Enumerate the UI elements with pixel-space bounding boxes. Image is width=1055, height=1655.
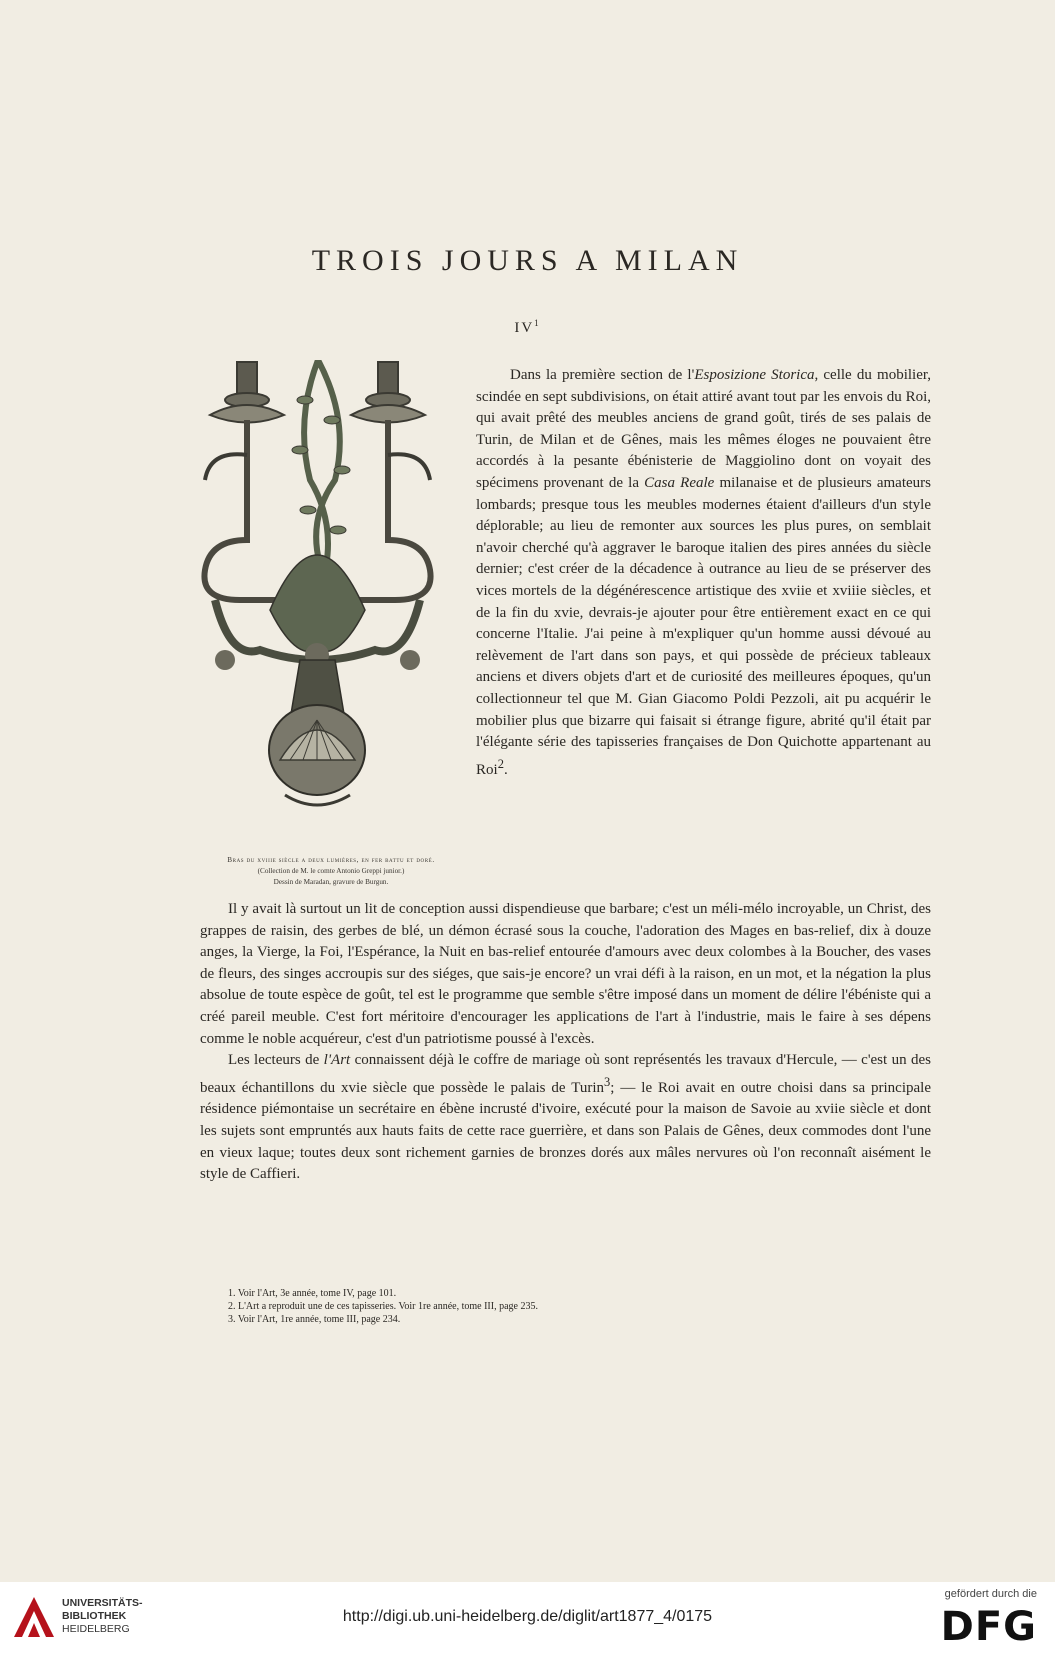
- funder-label: gefördert durch die: [944, 1588, 1037, 1600]
- footnotes: [228, 1287, 728, 1326]
- library-line-2: BIBLIOTHEK: [62, 1610, 127, 1622]
- figure-caption: [196, 855, 466, 888]
- caption-line-2: (Collection de M. le comte Antonio Greppi junior.): [257, 867, 405, 875]
- footnote-3: 3. Voir l'Art, 1re année, tome III, page 234.: [228, 1314, 401, 1325]
- body-column: [476, 365, 931, 781]
- para3-text-c: ; — le Roi avait en outre choisi dans sa principale résidence piémontaise un secrétaire en ébène incrusté d'ivoire, exécuté pour la maison de Savoie au xviie siècle et dont les sujets sont empruntés aux hauts faits de cette race guerrière, et dans son Palais de Gênes, deux commodes dont l'une en vieux laque; toutes deux sont richement garnies de bronzes dorés aux mâles nervures où l'on reconnaît aisément le style de Caffieri.: [200, 1079, 931, 1183]
- library-line-1: UNIVERSITÄTS-: [62, 1597, 143, 1609]
- permalink-url[interactable]: http://digi.ub.uni-heidelberg.de/diglit/art1877_4/0175: [342, 1608, 713, 1625]
- body-full-width: [200, 899, 931, 1186]
- caption-line-3: Dessin de Maradan, gravure de Burgun.: [273, 878, 389, 886]
- para1-italic-2: Casa Reale: [644, 474, 715, 491]
- caption-line-1: Bras du xviiie siècle a deux lumières, en fer battu et doré.: [227, 856, 435, 864]
- sconce-illustration: [200, 360, 455, 845]
- section-label: IV: [514, 320, 535, 336]
- paragraph-2: Il y avait là surtout un lit de conception aussi dispendieuse que barbare; c'est un méli-mélo incroyable, un Christ, des grappes de raisin, des gerbes de blé, un démon écrasé sous la couche, l'adoration des Mages en bas-relief, dix à douze anges, la Vierge, la Foi, l'Espérance, la Nuit en bas-relief entourée d'amours avec deux colombes à la Boucher, des vases de fleurs, des singes accroupis sur des siéges, que sais-je encore? un vrai défi à la raison, en un mot, et la négation la plus absolue de toute espèce de goût, tel est le programme que semble s'être imposé dans un moment de délire l'ébéniste qui a créé pareil meuble. C'est fort méritoire d'encourager les applications de l'art à l'industrie, mais le faire à ses dépens comme le noble acquéreur, c'est d'un patriotisme poussé à l'excès.: [200, 901, 931, 1047]
- para3-text-a: Les lecteurs de: [228, 1052, 324, 1069]
- para1-text-a: Dans la première section de l': [510, 367, 695, 383]
- paragraph-3: [200, 1050, 931, 1186]
- viewer-footer: [0, 1582, 1055, 1655]
- section-number: [0, 318, 1055, 337]
- para1-footnote-ref: 2: [497, 756, 504, 771]
- footnote-1: 1. Voir l'Art, 3e année, tome IV, page 101.: [228, 1288, 397, 1299]
- article-title: TROIS JOURS A MILAN: [311, 244, 744, 277]
- paragraph-1: [476, 365, 931, 781]
- para1-text-c: milanaise et de plusieurs amateurs lombards; presque tous les meubles modernes étaient d'ailleurs d'un style déplorable; au lieu de remonter aux sources les plus pures, on semblait n'avoir cherché qu'à aggraver le baroque italien des pires années du siècle dernier; c'est créer de la décadence à outrance au lieu de se préserver des vices mortels de la dégénérescence artistique des xviie et xviiie siècles, et de la fin du xvie, devrais-je ajouter pour être entièrement exact en ce qui concerne l'Italie. J'ai peine à m'expliquer qu'un homme aussi dévoué au relèvement de l'art dans son pays, et qui possède de précieux tableaux anciens et divers objets d'art et de curiosité des meilleures époques, qu'un collectionneur tel que M. Gian Giacomo Poldi Pezzoli, ait pu acquérir le mobilier plus que bizarre qui faisait si étrange figure, abrité qu'il était par l'élégante série des tapisseries françaises de Don Quichotte appartenant au Roi: [476, 474, 931, 778]
- para3-text-b: connaissent déjà le coffre de mariage où sont représentés les travaux d'Hercule, — c'est un des beaux échantillons du xvie siècle que possède le palais de Turin: [200, 1052, 931, 1096]
- para1-text-end: .: [503, 761, 508, 778]
- library-line-3: HEIDELBERG: [62, 1623, 130, 1635]
- para1-italic-1: Esposizione Storica: [694, 367, 815, 383]
- section-footnote-ref: 1: [534, 318, 541, 328]
- footnote-2: 2. L'Art a reproduit une de ces tapisseries. Voir 1re année, tome III, page 235.: [228, 1301, 538, 1312]
- para1-text-b: , celle du mobilier, scindée en sept subdivisions, on était attiré avant tout par les envois du Roi, qui avait prêté des meubles anciens de grand goût, tirés de ses palais de Turin, de Milan et de Gênes, mais les mêmes éloges ne pouvaient être accordés à la pesante ébénisterie de Maggiolino dont on voyait des spécimens provenant de la: [476, 367, 932, 491]
- para3-italic: l'Art: [323, 1052, 351, 1069]
- para3-footnote-ref: 3: [604, 1074, 611, 1089]
- sconce-engraving: [200, 360, 455, 845]
- dfg-logo: DFG: [940, 1604, 1037, 1650]
